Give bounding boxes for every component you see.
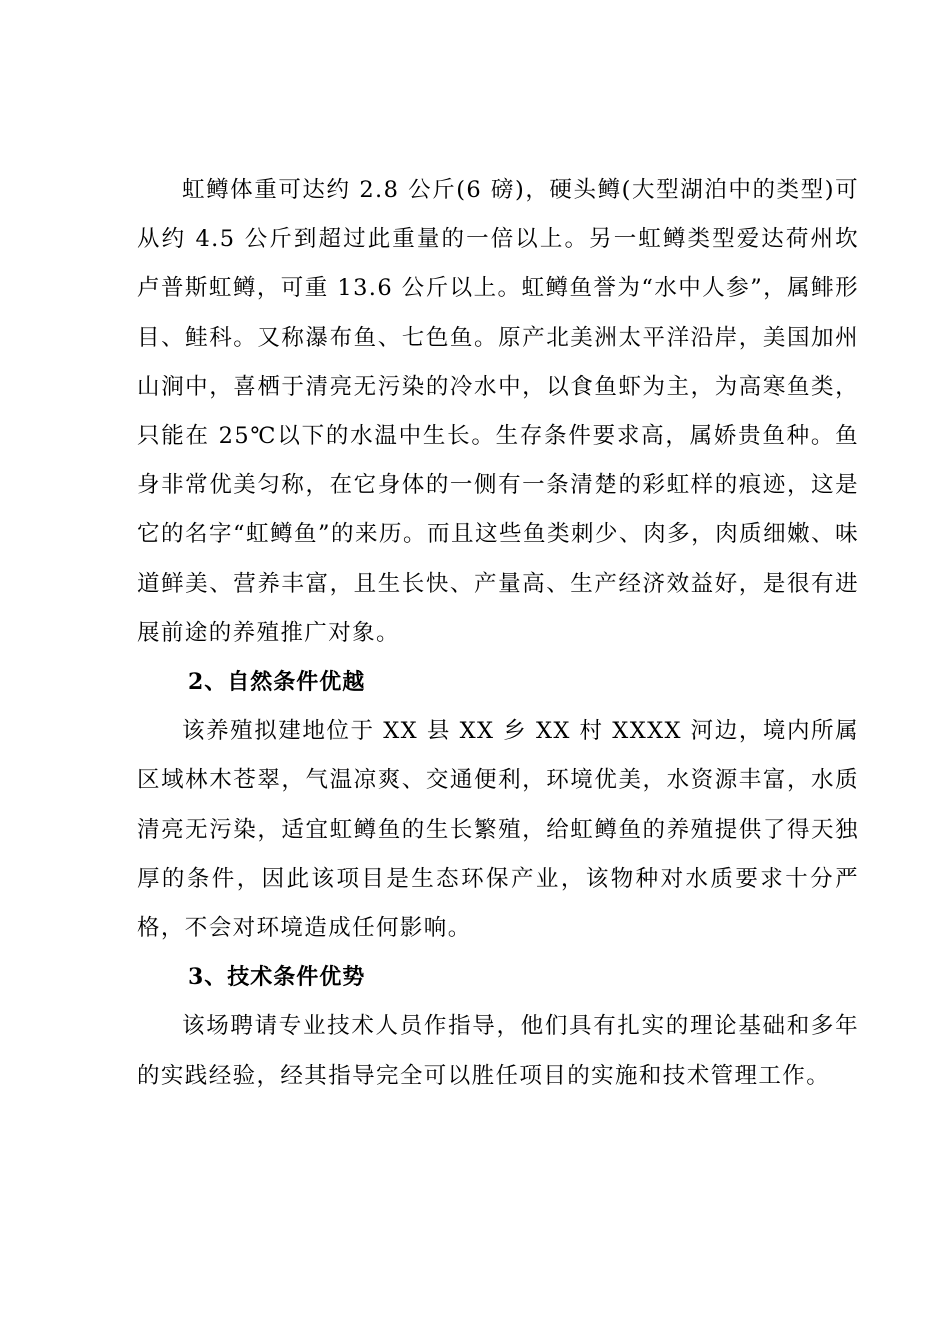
paragraph-rainbow-trout-description: 虹鳟体重可达约 2.8 公斤(6 磅)，硬头鳟(大型湖泊中的类型)可从约 4.5 公斤到超过此重量的一倍以上。另一虹鳟类型爱达荷州坎卢普斯虹鳟，可重 13.6 公斤以上。虹鳟鱼誉为“水中人参”，属鲱形目、鲑科。又称瀑布鱼、七色鱼。原产北美洲太平洋沿岸，美国加州山涧中，喜栖于清亮无污染的冷水中，以食鱼虾为主，为高寒鱼类，只能在 25℃以下的水温中生长。生存条件要求高，属娇贵鱼种。鱼身非常优美匀称，在它身体的一侧有一条清楚的彩虹样的痕迹，这是它的名字“虹鳟鱼”的来历。而且这些鱼类刺少、肉多，肉质细嫩、味道鲜美、营养丰富，且生长快、产量高、生产经济效益好，是很有进展前途的养殖推广对象。 (137, 177, 859, 646)
paragraph-technical-conditions: 该场聘请专业技术人员作指导，他们具有扎实的理论基础和多年的实践经验，经其指导完全可以胜任项目的实施和技术管理工作。 (137, 1013, 859, 1089)
document-body (137, 166, 859, 1101)
heading-technical-conditions: 3、技术条件优势 (188, 964, 366, 991)
heading-natural-conditions: 2、自然条件优越 (188, 669, 366, 696)
paragraph-natural-conditions: 该养殖拟建地位于 XX 县 XX 乡 XX 村 XXXX 河边，境内所属区域林木苍翠，气温凉爽、交通便利，环境优美，水资源丰富，水质清亮无污染，适宜虹鳟鱼的生长繁殖，给虹鳟鱼的养殖提供了得天独厚的条件，因此该项目是生态环保产业，该物种对水质要求十分严格，不会对环境造成任何影响。 (137, 718, 859, 942)
